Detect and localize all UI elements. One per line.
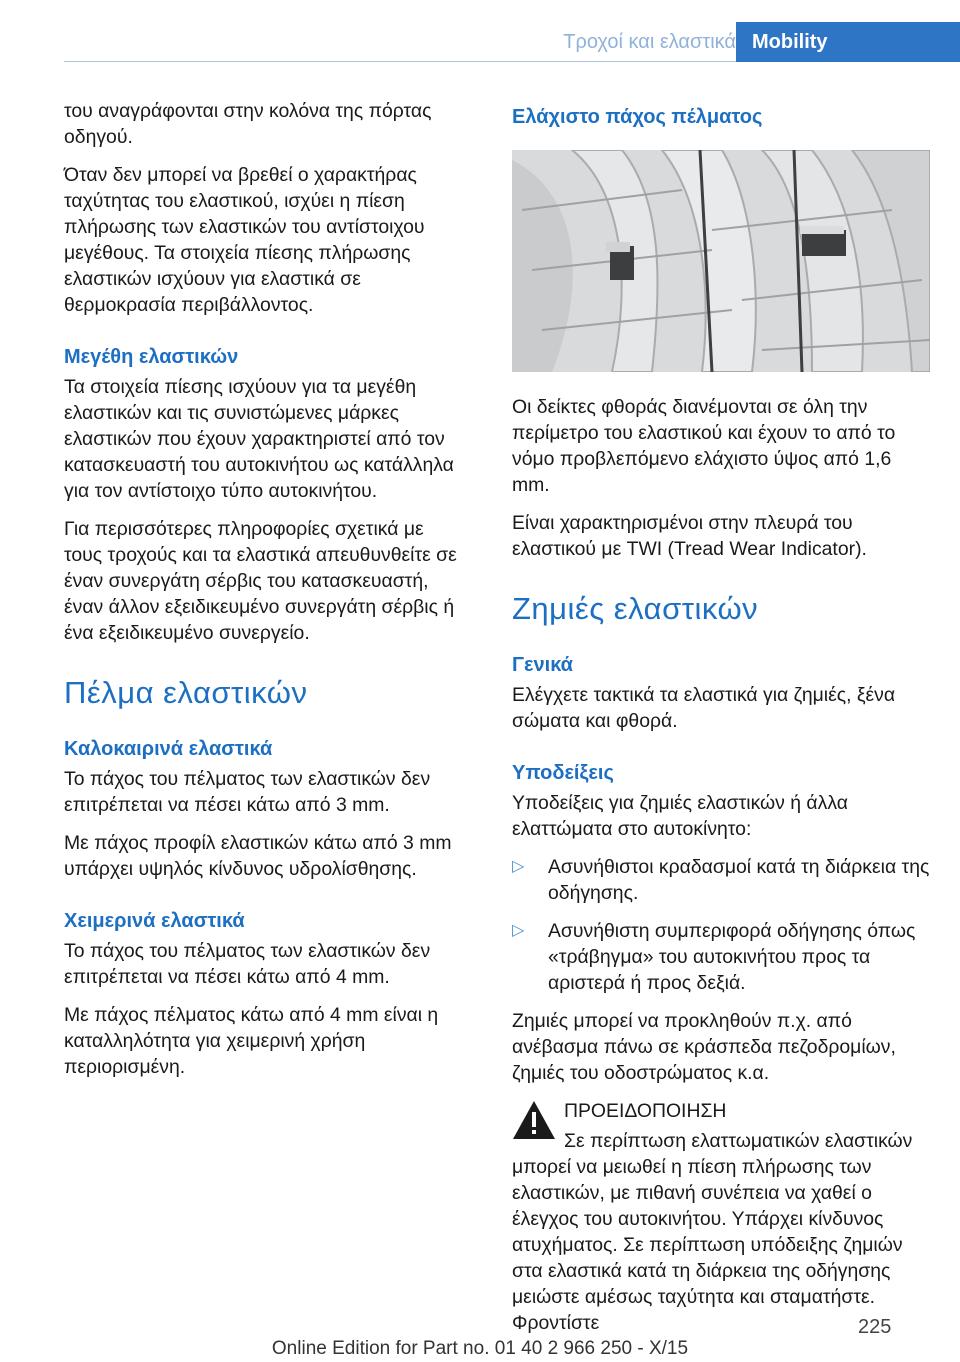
paragraph: Το πάχος του πέλματος των ελαστικών δεν επιτρέπεται να πέσει κάτω από 4 mm. [64, 940, 431, 988]
heading-general: Γενικά [512, 654, 573, 676]
paragraph: Για περισσότερες πληροφορίες σχετικά με τους τροχούς και τα ελαστικά απευθυνθείτε σε έναν συνεργάτη σέρβις του κατασκευαστή, έναν άλλον εξειδικευμένο συνεργάτη σέρβις ή ένα εξειδικευμένο συνεργείο. [64, 518, 457, 644]
paragraph: Όταν δεν μπορεί να βρεθεί ο χαρακτήρας ταχύτητας του ελαστικού, ισχύει η πίεση πλήρωσης των ελαστικών του αντίστοιχου μεγέθους. Τα στοιχεία πίεσης πλήρωσης ελαστικών ισχύουν για ελαστικά σε θερμοκρασία περιβάλλοντος. [64, 164, 425, 316]
tyre-tread-illustration [512, 150, 930, 372]
list-item-text: Ασυνήθιστοι κραδασμοί κατά τη διάρκεια της οδήγησης. [548, 856, 930, 904]
footer-edition: Online Edition for Part no. 01 40 2 966 250 - X/15 [271, 1338, 689, 1359]
hints-list [512, 854, 930, 996]
page-header [64, 22, 960, 62]
paragraph: Με πάχος πέλματος κάτω από 4 mm είναι η καταλληλότητα για χειμερινή χρήση περιορισμένη. [64, 1004, 439, 1078]
paragraph: Με πάχος προφίλ ελαστικών κάτω από 3 mm υπάρχει υψηλός κίνδυνος υδρολίσθησης. [64, 832, 452, 880]
warning-title: ΠΡΟΕΙΔΟΠΟΙΗΣΗ [564, 1100, 727, 1122]
list-item [512, 854, 930, 906]
paragraph: Ζημιές μπορεί να προκληθούν π.χ. από ανέβασμα πάνω σε κράσπεδα πεζοδρομίων, ζημιές του οδοστρώματος κ.α. [512, 1010, 896, 1084]
triangle-right-bullet-icon: ▷ [512, 922, 525, 939]
tread-wear-indicator-image [512, 150, 930, 372]
paragraph: Είναι χαρακτηρισμένοι στην πλευρά του ελαστικού με TWI (Tread Wear Indicator). [512, 512, 867, 560]
heading-tyre-tread: Πέλμα ελαστικών [64, 675, 308, 710]
paragraph: του αναγράφονται στην κολόνα της πόρτας οδηγού. [64, 100, 432, 148]
warning-box [512, 1098, 930, 1336]
heading-winter-tyres: Χειμερινά ελαστικά [64, 910, 245, 932]
heading-tyre-damage: Ζημιές ελαστικών [512, 591, 759, 626]
paragraph: Ελέγχετε τακτικά τα ελαστικά για ζημιές, ξένα σώματα και φθορά. [512, 684, 896, 732]
triangle-right-bullet-icon: ▷ [512, 858, 525, 875]
paragraph: Τα στοιχεία πίεσης ισχύουν για τα μεγέθη ελαστικών και τις συνιστώμενες μάρκες ελαστικών που έχουν χαρακτηριστεί από τον κατασκευαστή του αυτοκινήτου ως κατάλληλα για τον αντίστοιχο τύπο αυτοκινήτου. [64, 376, 454, 502]
paragraph: Υποδείξεις για ζημιές ελαστικών ή άλλα ελαττώματα στο αυτοκίνητο: [512, 792, 848, 840]
heading-tyre-sizes: Μεγέθη ελαστικών [64, 346, 239, 368]
header-chapter-tab: Mobility [736, 22, 960, 62]
heading-hints: Υποδείξεις [512, 762, 614, 784]
page-number: 225 [858, 1316, 892, 1338]
right-column [512, 98, 930, 1336]
heading-minimum-tread-depth: Ελάχιστο πάχος πέλματος [512, 106, 763, 128]
paragraph: Οι δείκτες φθοράς διανέμονται σε όλη την περίμετρο του ελαστικού και έχουν το από το νόμο προβλεπόμενο ελάχιστο ύψος από 1,6 mm. [512, 396, 896, 496]
list-item-text: Ασυνήθιστη συμπεριφορά οδήγησης όπως «τράβηγμα» του αυτοκινήτου προς τα αριστερά ή προς δεξιά. [548, 920, 916, 994]
heading-summer-tyres: Καλοκαιρινά ελαστικά [64, 738, 273, 760]
warning-triangle-icon [512, 1100, 556, 1140]
list-item [512, 918, 930, 996]
warning-text: Σε περίπτωση ελαττωματικών ελαστικών μπορεί να μειωθεί η πίεση πλήρωσης των ελαστικών, με πιθανή συνέπεια να χαθεί ο έλεγχος του αυτοκινήτου. Υπάρχει κίνδυνος ατυχήματος. Σε περίπτωση υπόδειξης ζημιών στα ελαστικά κατά τη διάρκεια της οδήγησης μειώστε αμέσως ταχύτητα και σταματήστε. Φροντίστε [512, 1130, 913, 1334]
paragraph: Το πάχος του πέλματος των ελαστικών δεν επιτρέπεται να πέσει κάτω από 3 mm. [64, 768, 431, 816]
left-column [64, 98, 460, 1092]
header-section-title: Τροχοί και ελαστικά [563, 31, 736, 53]
